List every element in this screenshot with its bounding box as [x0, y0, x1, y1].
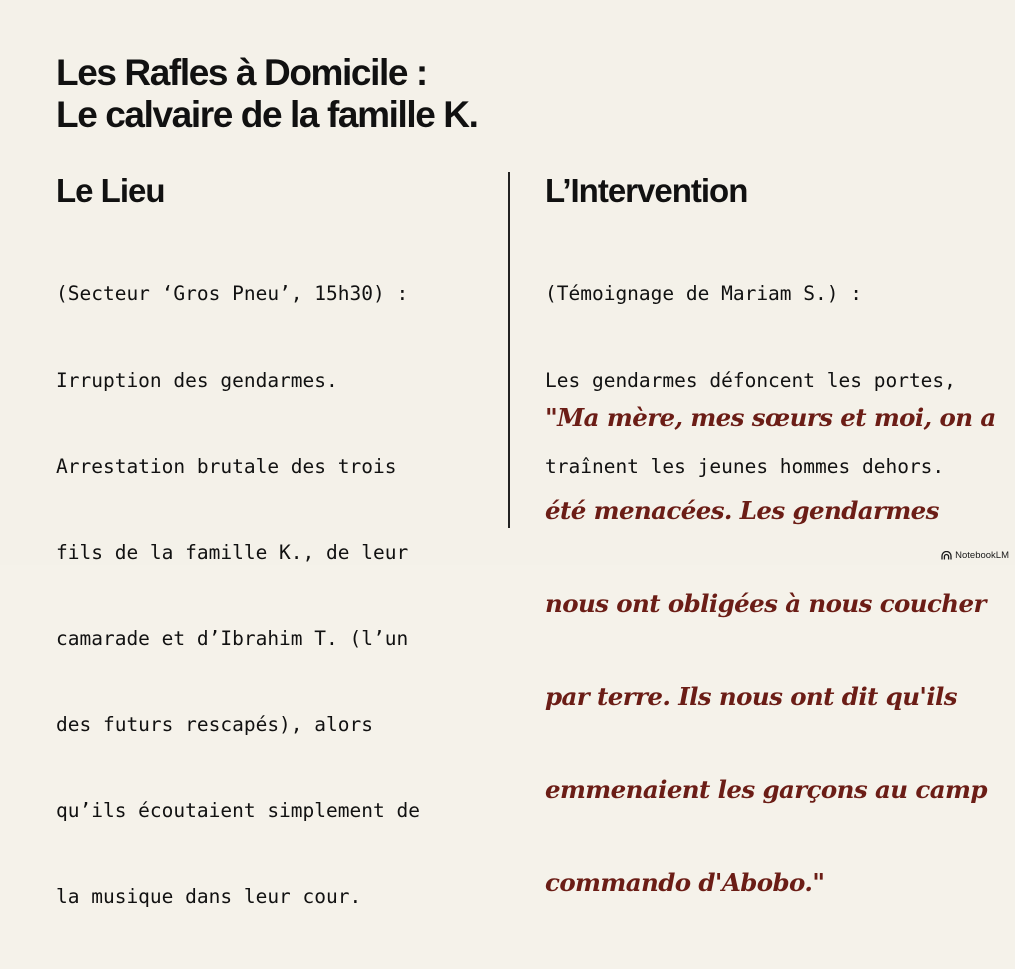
right-body-line: traînent les jeunes hommes dehors. [545, 454, 945, 478]
title-line-1: Les Rafles à Domicile : [56, 52, 427, 93]
quote-line: par terre. Ils nous ont dit qu'ils [545, 682, 957, 711]
quote-line: emmenaient les garçons au camp [545, 775, 987, 804]
slide-title [56, 52, 477, 136]
notebooklm-logo-icon [941, 551, 952, 560]
left-body-line: la musique dans leur cour. [56, 885, 362, 909]
left-body-line: camarade et d’Ibrahim T. (l’un [56, 626, 409, 650]
right-body-line: Les gendarmes défoncent les portes, [545, 368, 956, 392]
notebooklm-watermark [941, 550, 1009, 561]
left-body-line: Arrestation brutale des trois [56, 454, 397, 478]
right-body-line: (Témoignage de Mariam S.) : [545, 282, 862, 306]
left-body [56, 223, 420, 969]
quote-line: été menacées. Les gendarmes [545, 496, 939, 525]
notebooklm-label: NotebookLM [955, 550, 1009, 561]
left-body-line: des futurs rescapés), alors [56, 712, 373, 736]
left-heading: Le Lieu [56, 172, 165, 209]
quote-line: commando d'Abobo." [545, 868, 825, 897]
left-body-line: (Secteur ‘Gros Pneu’, 15h30) : [56, 282, 409, 306]
left-body-line: fils de la famille K., de leur [56, 540, 409, 564]
left-body-line: qu’ils écoutaient simplement de [56, 799, 420, 823]
column-divider [508, 172, 510, 528]
quote-line: nous ont obligées à nous coucher [545, 589, 986, 618]
title-line-2: Le calvaire de la famille K. [56, 94, 478, 135]
right-heading: L’Intervention [545, 172, 748, 209]
left-body-line: Irruption des gendarmes. [56, 368, 338, 392]
testimony-quote [545, 340, 996, 960]
quote-line: "Ma mère, mes sœurs et moi, on a [545, 403, 996, 432]
